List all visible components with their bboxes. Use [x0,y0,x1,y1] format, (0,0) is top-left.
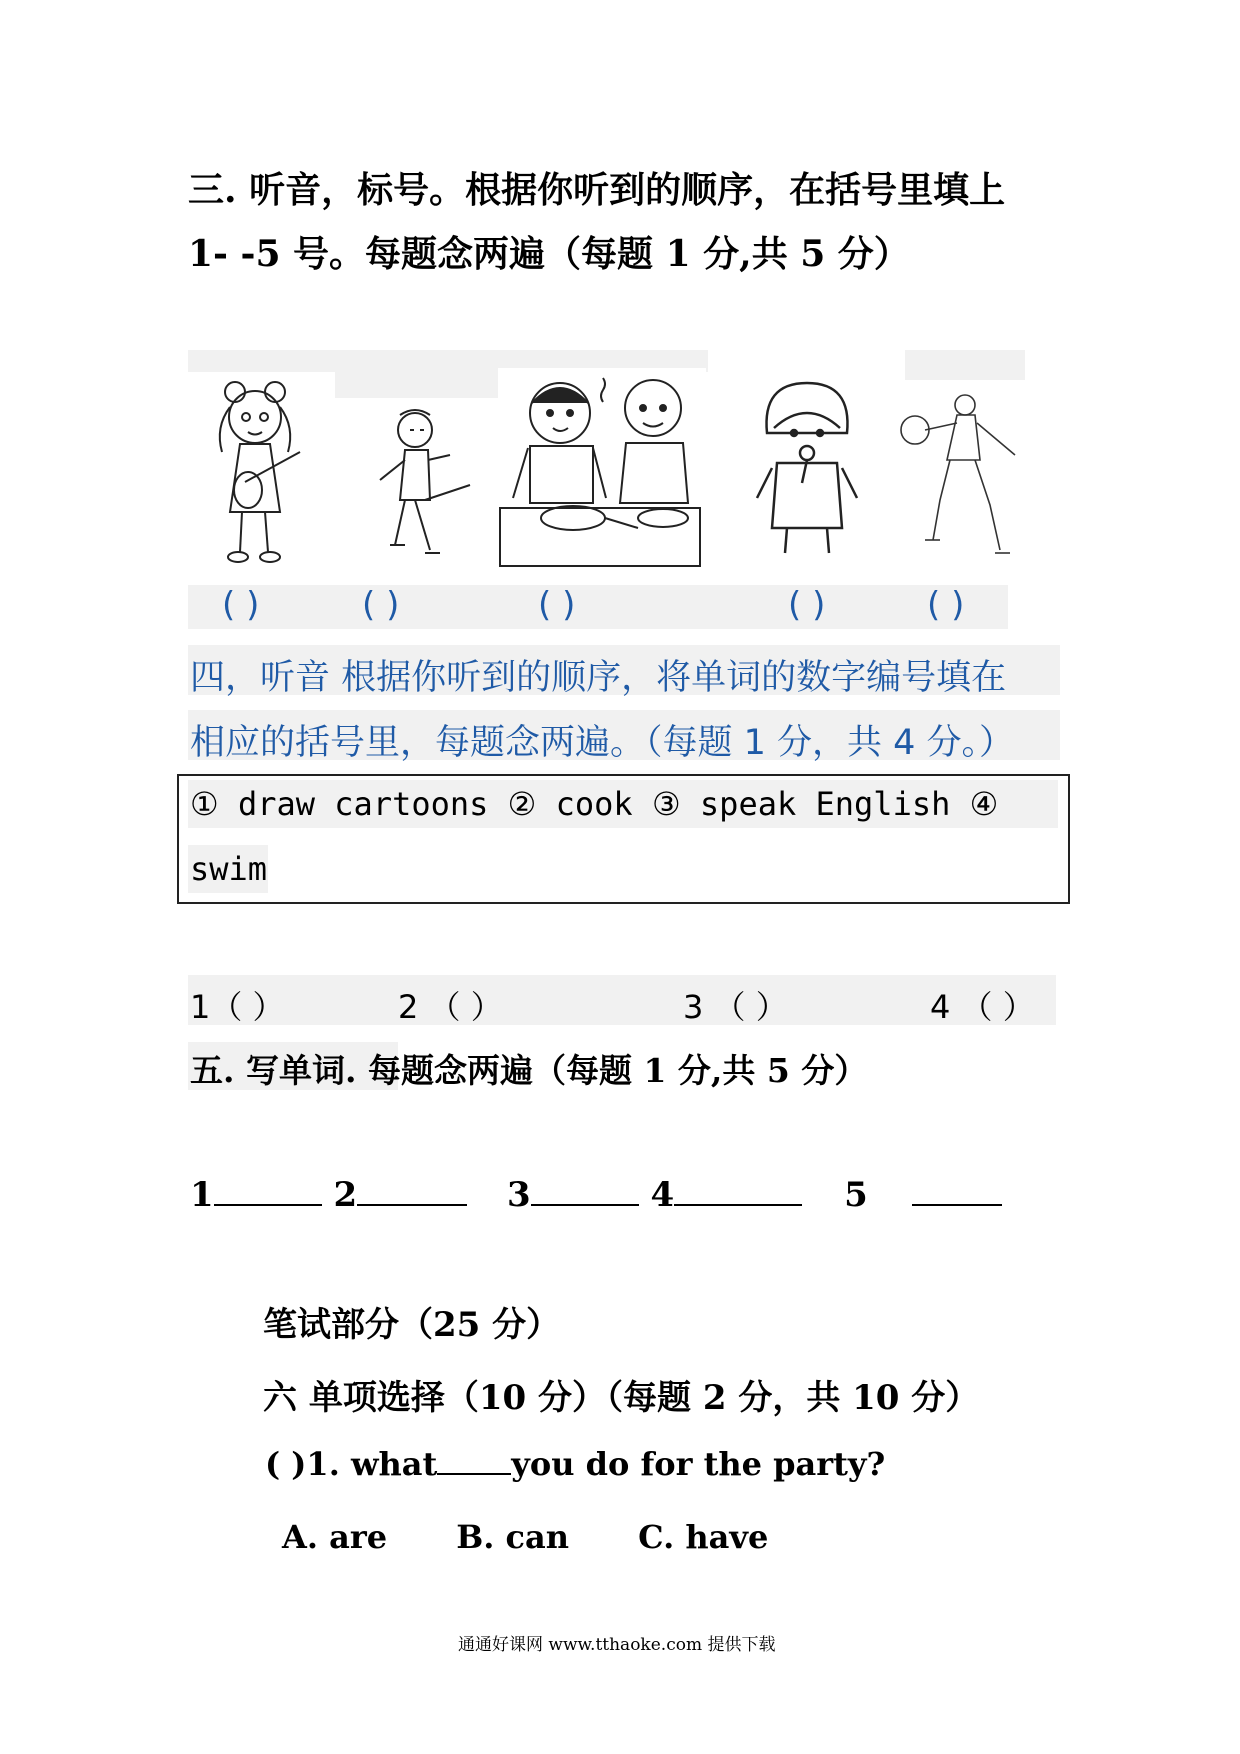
question-1-suffix: you do for the party? [511,1445,886,1483]
answer-blank-4[interactable]: ( ) [788,585,826,625]
question-1-prefix: ( )1. what [265,1445,438,1483]
section4-heading-line1: 四，听音 根据你听到的顺序，将单词的数字编号填在 [190,658,1007,698]
section5-blanks [190,1175,1002,1215]
section4-answer-2[interactable]: 2 （ ） [398,988,503,1026]
shade-bar [335,372,500,398]
word-blank-2[interactable] [357,1203,467,1206]
word-blank-5[interactable] [912,1203,1002,1206]
word-blank-1[interactable] [214,1203,322,1206]
section6-heading: 六 单项选择（10 分）（每题 2 分，共 10 分） [263,1378,980,1418]
footer-credit: 通通好课网 www.tthaoke.com 提供下载 [458,1635,776,1655]
girl-singing-image [752,378,862,558]
written-part-title: 笔试部分（25 分） [263,1305,561,1345]
blank-num-1: 1 [190,1175,214,1215]
answer-blank-1[interactable]: ( ) [222,585,260,625]
blank-num-3: 3 [507,1175,531,1215]
basketball-player-image [895,385,1030,565]
word-list-line1: ① draw cartoons ② cook ③ speak English ④ [190,785,999,823]
boys-cooking-image [498,368,706,568]
question-1-options [282,1518,768,1556]
blank-num-4: 4 [650,1175,675,1215]
option-c[interactable]: C. have [638,1518,769,1556]
blank-num-2: 2 [333,1175,358,1215]
word-blank-3[interactable] [531,1203,639,1206]
option-a[interactable]: A. are [282,1518,388,1556]
section4-answers-shade [188,975,1056,1025]
section3-heading-line1: 三. 听音，标号。根据你听到的顺序，在括号里填上 [188,169,1006,211]
option-b[interactable]: B. can [456,1518,570,1556]
section4-answer-3[interactable]: 3 （ ） [683,988,788,1026]
section3-heading-line2: 1- -5 号。每题念两遍（每题 1 分,共 5 分） [188,233,910,275]
answer-blank-3[interactable]: ( ) [538,585,576,625]
question-1-blank[interactable] [437,1472,511,1475]
section4-answer-4[interactable]: 4 （ ） [930,988,1035,1026]
section5-heading: 五. 写单词. 每题念两遍（每题 1 分,共 5 分） [190,1051,868,1090]
word-blank-4[interactable] [674,1203,802,1206]
section4-heading-line2: 相应的括号里，每题念两遍。（每题 1 分，共 4 分。） [190,723,1015,763]
question-1 [265,1445,885,1483]
girl-pipa-image [200,372,330,572]
kungfu-kid-image [370,405,480,565]
blank-num-5: 5 [844,1175,868,1215]
section3-answer-row [0,585,1240,629]
answer-blank-5[interactable]: ( ) [927,585,965,625]
image-strip-shade-right [905,350,1025,380]
answer-blank-2[interactable]: ( ) [362,585,400,625]
word-list-line2: swim [190,850,268,888]
section4-answer-1[interactable]: 1（ ） [190,988,285,1026]
